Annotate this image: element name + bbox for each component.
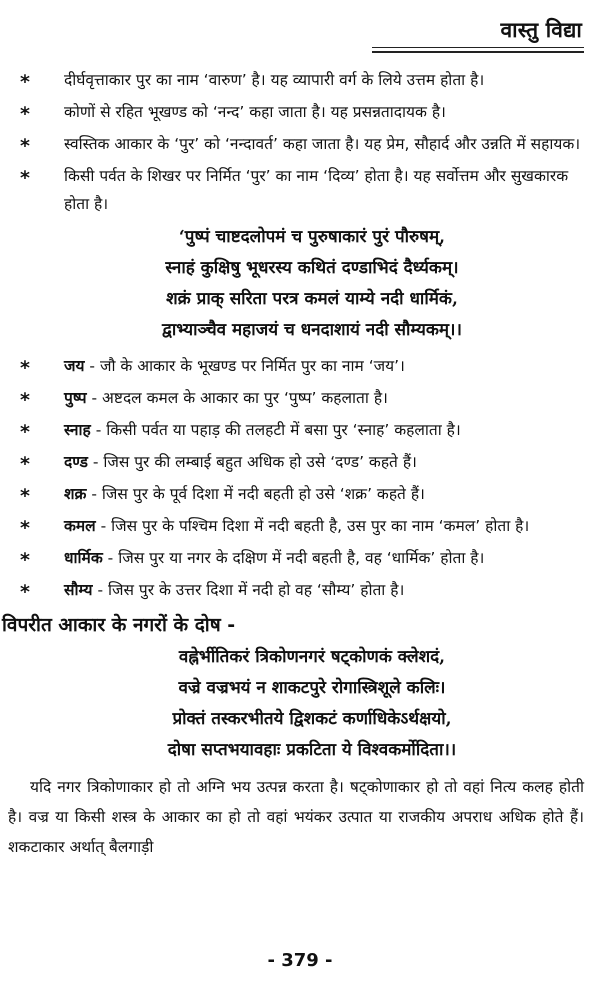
body-paragraph: यदि नगर त्रिकोणाकार हो तो अग्नि भय उत्पन्न करता है। षट्कोणाकार हो तो वहां नित्य कलह होती है। वज्र या किसी शस्त्र के आकार का हो तो वहां भयंकर उत्पात या राजकीय अपराध अधिक होते हैं। शकटाकार अर्थात् बैलगाड़ी <box>8 778 584 856</box>
bullet-star-icon: * <box>20 103 30 125</box>
bullet-list-terms <box>18 352 584 604</box>
verse-line: वज्रे वज्रभयं न शाकटपुरे रोगास्त्रिशूले कलिः। <box>178 678 446 698</box>
list-item <box>18 416 584 444</box>
list-item-text: किसी पर्वत के शिखर पर निर्मित ‘पुर’ का नाम ‘दिव्य’ होता है। यह सर्वोत्तम और सुखकारक होता है। <box>64 167 569 213</box>
list-item <box>18 130 584 158</box>
list-item <box>18 66 584 94</box>
bullet-star-icon: * <box>20 421 30 443</box>
term-label: सौम्य <box>64 581 93 599</box>
term-description: - जिस पुर के उत्तर दिशा में नदी हो वह ‘सौम्य’ होता है। <box>92 581 405 599</box>
list-item-text: दीर्घवृत्ताकार पुर का नाम ‘वारुण’ है। यह व्यापारी वर्ग के लिये उत्तम होता है। <box>64 71 485 89</box>
bullet-star-icon: * <box>20 357 30 379</box>
term-description: - जिस पुर या नगर के दक्षिण में नदी बहती है, वह ‘धार्मिक’ होता है। <box>102 549 485 567</box>
term-label: दण्ड <box>64 453 88 471</box>
bullet-star-icon: * <box>20 485 30 507</box>
page-number: - 379 - <box>267 950 333 971</box>
header-rule <box>372 47 584 53</box>
term-description: - जिस पुर की लम्बाई बहुत अधिक हो उसे ‘दण्ड’ कहते हैं। <box>87 453 417 471</box>
page-body <box>2 66 584 862</box>
term-label: कमल <box>64 517 96 535</box>
term-description: - जिस पुर के पश्चिम दिशा में नदी बहती है, उस पुर का नाम ‘कमल’ होता है। <box>95 517 530 535</box>
bullet-star-icon: * <box>20 549 30 571</box>
bullet-star-icon: * <box>20 581 30 603</box>
list-item <box>18 352 584 380</box>
term-label: स्नाह <box>64 421 91 439</box>
list-item <box>18 162 584 218</box>
sanskrit-verse-1 <box>18 222 584 346</box>
bullet-star-icon: * <box>20 453 30 475</box>
list-item <box>18 98 584 126</box>
bullet-star-icon: * <box>20 71 30 93</box>
term-description: - अष्टदल कमल के आकार का पुर ‘पुष्प’ कहलाता है। <box>86 389 388 407</box>
running-header-title: वास्तु विद्या <box>500 18 582 42</box>
term-label: धार्मिक <box>64 549 103 567</box>
list-item <box>18 576 584 604</box>
verse-line: दोषा सप्तभयावहाः प्रकटिता ये विश्वकर्मोदिता।। <box>167 740 457 760</box>
list-item-text: कोणों से रहित भूखण्ड को ‘नन्द’ कहा जाता है। यह प्रसन्नतादायक है। <box>64 103 446 121</box>
list-item <box>18 448 584 476</box>
bullet-star-icon: * <box>20 517 30 539</box>
verse-line: प्रोक्तं तस्करभीतये द्विशकटं कर्णाधिकेऽर्थक्षयो, <box>172 709 452 729</box>
term-description: - जौ के आकार के भूखण्ड पर निर्मित पुर का नाम ‘जय’। <box>84 357 405 375</box>
verse-line: स्नाहं कुक्षिषु भूधरस्य कथितं दण्डाभिदं दैर्ध्यकम्। <box>165 258 459 278</box>
verse-line: वह्नेर्भीतिकरं त्रिकोणनगरं षट्कोणकं क्लेशदं, <box>178 647 446 667</box>
list-item <box>18 512 584 540</box>
list-item-text: स्वस्तिक आकार के ‘पुर’ को ‘नन्दावर्त’ कहा जाता है। यह प्रेम, सौहार्द और उन्नति में सहायक। <box>64 135 581 153</box>
term-label: शक्र <box>64 485 87 503</box>
list-item <box>18 544 584 572</box>
list-item <box>18 480 584 508</box>
term-label: जय <box>64 357 85 375</box>
bullet-star-icon: * <box>20 167 30 189</box>
term-description: - जिस पुर के पूर्व दिशा में नदी बहती हो उसे ‘शक्र’ कहते हैं। <box>86 485 425 503</box>
term-description: - किसी पर्वत या पहाड़ की तलहटी में बसा पुर ‘स्नाह’ कहलाता है। <box>90 421 461 439</box>
bullet-star-icon: * <box>20 389 30 411</box>
bullet-star-icon: * <box>20 135 30 157</box>
bullet-list-top <box>18 66 584 218</box>
sanskrit-verse-2 <box>18 642 584 766</box>
section-heading: विपरीत आकार के नगरों के दोष - <box>2 614 236 636</box>
verse-line: द्वाभ्याञ्चैव महाजयं च धनदाशायं नदी सौम्यकम्।। <box>162 320 462 340</box>
verse-line: शक्रं प्राक् सरिता परत्र कमलं याम्ये नदी धार्मिकं, <box>166 289 458 309</box>
verse-line: ‘पुष्पं चाष्टदलोपमं च पुरुषाकारं पुरं पौरुषम्, <box>178 227 446 247</box>
term-label: पुष्प <box>64 389 87 407</box>
list-item <box>18 384 584 412</box>
